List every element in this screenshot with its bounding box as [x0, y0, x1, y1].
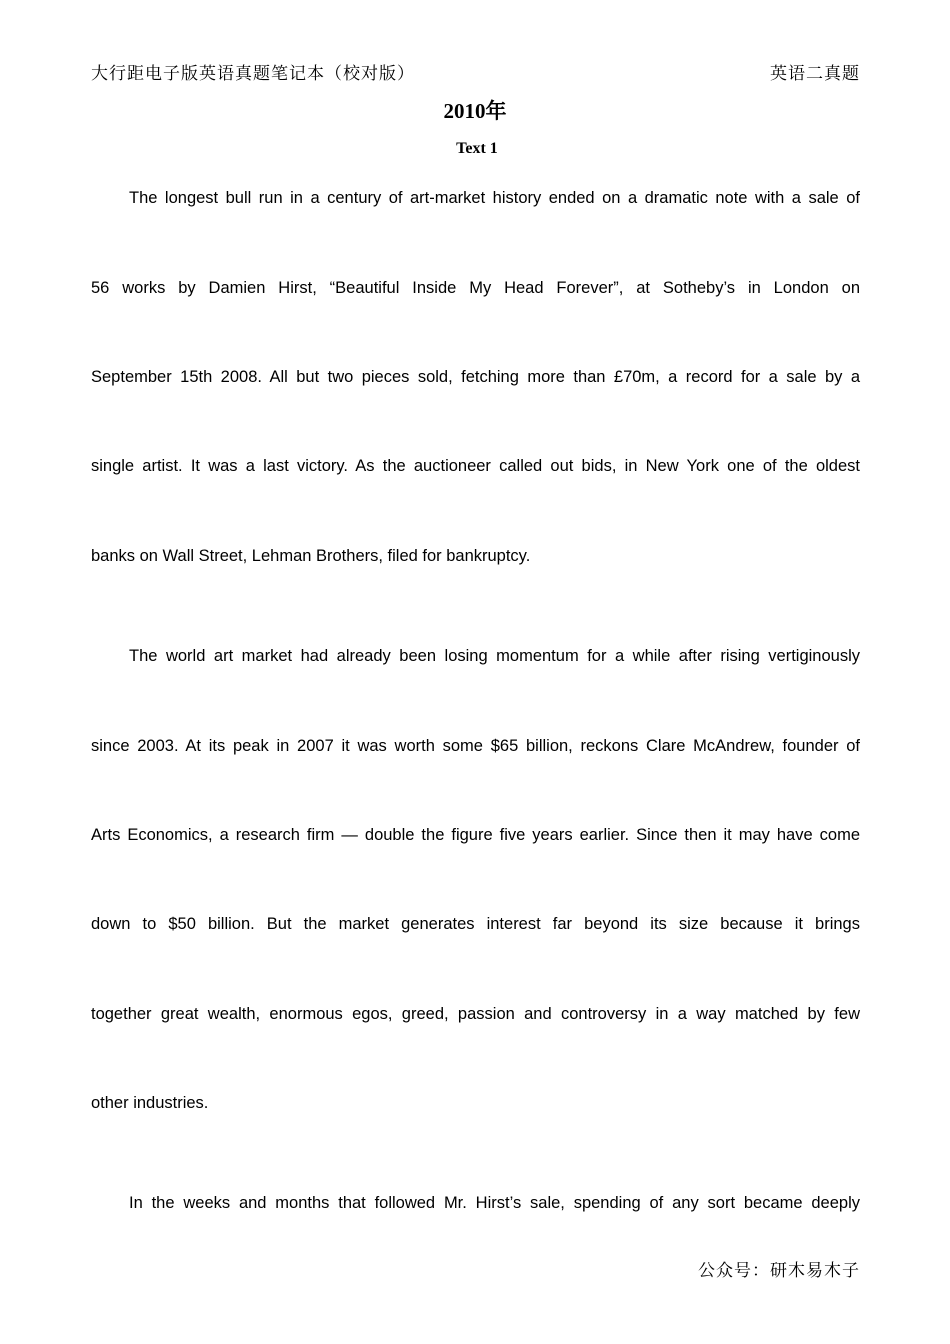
paragraph-1-line-1: The longest bull run in a century of art-market history ended on a dramatic note with a sale of	[129, 189, 860, 207]
header-left: 大行距电子版英语真题笔记本（校对版）	[91, 64, 415, 84]
section-title: Text 1	[456, 140, 498, 157]
footer-account: 公众号：研木易木子	[698, 1261, 860, 1281]
paragraph-2-line-3: Arts Economics, a research firm — double the figure five years earlier. Since then it may have come	[91, 826, 860, 844]
paragraph-1-line-2: 56 works by Damien Hirst, “Beautiful Inside My Head Forever”, at Sotheby’s in London on	[91, 279, 860, 297]
paragraph-2-line-5: together great wealth, enormous egos, greed, passion and controversy in a way matched by few	[91, 1005, 860, 1023]
paragraph-2-line-2: since 2003. At its peak in 2007 it was worth some $65 billion, reckons Clare McAndrew, founder of	[91, 737, 860, 755]
paragraph-1-line-4: single artist. It was a last victory. As the auctioneer called out bids, in New York one of the oldest	[91, 457, 860, 475]
page-title: 2010年	[443, 99, 507, 123]
paragraph-2-line-1: The world art market had already been losing momentum for a while after rising vertiginously	[129, 647, 860, 665]
paragraph-2-line-6: other industries.	[91, 1094, 209, 1112]
header-right: 英语二真题	[770, 64, 860, 84]
paragraph-1-line-3: September 15th 2008. All but two pieces sold, fetching more than £70m, a record for a sale by a	[91, 368, 860, 386]
paragraph-3-line-1: In the weeks and months that followed Mr. Hirst’s sale, spending of any sort became deeply	[129, 1194, 860, 1212]
paragraph-1-line-5: banks on Wall Street, Lehman Brothers, filed for bankruptcy.	[91, 547, 531, 565]
paragraph-2-line-4: down to $50 billion. But the market generates interest far beyond its size because it brings	[91, 915, 860, 933]
